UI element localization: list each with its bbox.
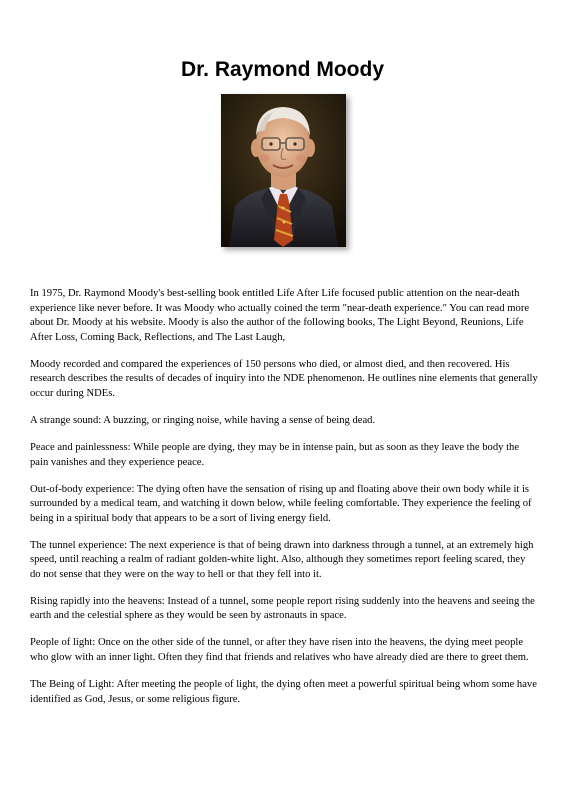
paragraph-being-of-light: The Being of Light: After meeting the people of light, the dying often meet a powerful spiritual being whom some have identified as God, Jesus, or some religious figure. (30, 679, 537, 705)
paragraph-people-of-light: People of light: Once on the other side of the tunnel, or after they have risen into the heavens, the dying meet people who glow with an inner light. Often they find that friends and relatives who have already died are there to greet them. (30, 637, 529, 664)
paragraph-out-of-body: Out-of-body experience: The dying often have the sensation of rising up and floating above their own body while it is surrounded by a medical team, and watching it down below, while feeling comfortable. They experience the feeling of being in a spiritual body that appears to be a sort of living energy field. (30, 483, 532, 524)
paragraph-tunnel: The tunnel experience: The next experience is that of being drawn into darkness through a tunnel, at an extremely high speed, until reaching a realm of radiant golden-white light. Also, although they sometimes report feeling scared, they do not sense that they were on the way to hell or that they fell into it. (30, 539, 534, 580)
portrait-photo (221, 94, 346, 247)
paragraph-intro: In 1975, Dr. Raymond Moody's best-selling book entitled Life After Life focused public attention on the near-death experience like never before. It was Moody who actually coined the term "near-death experience." You can read more about Dr. Moody at his website. Moody is also the author of the following books, The Light Beyond, Reunions, Life After Loss, Coming Back, Reflections, and The Last Laugh, (30, 288, 530, 343)
paragraph-peace: Peace and painlessness: While people are dying, they may be in intense pain, but as soon as they leave the body the pain vanishes and they experience peace. (30, 441, 520, 468)
paragraph-strange-sound: A strange sound: A buzzing, or ringing noise, while having a sense of being dead. (30, 414, 376, 426)
paragraph-rising: Rising rapidly into the heavens: Instead of a tunnel, some people report rising suddenly into the heavens and seeing the earth and the celestial sphere as they would be seen by astronauts in space. (30, 595, 535, 622)
page-title: Dr. Raymond Moody (180, 58, 385, 81)
paragraph-research: Moody recorded and compared the experiences of 150 persons who died, or almost died, and then recovered. His research describes the results of decades of inquiry into the NDE phenomenon. He outlines nine elements that generally occur during NDEs. (30, 358, 538, 399)
article-body (30, 287, 538, 720)
